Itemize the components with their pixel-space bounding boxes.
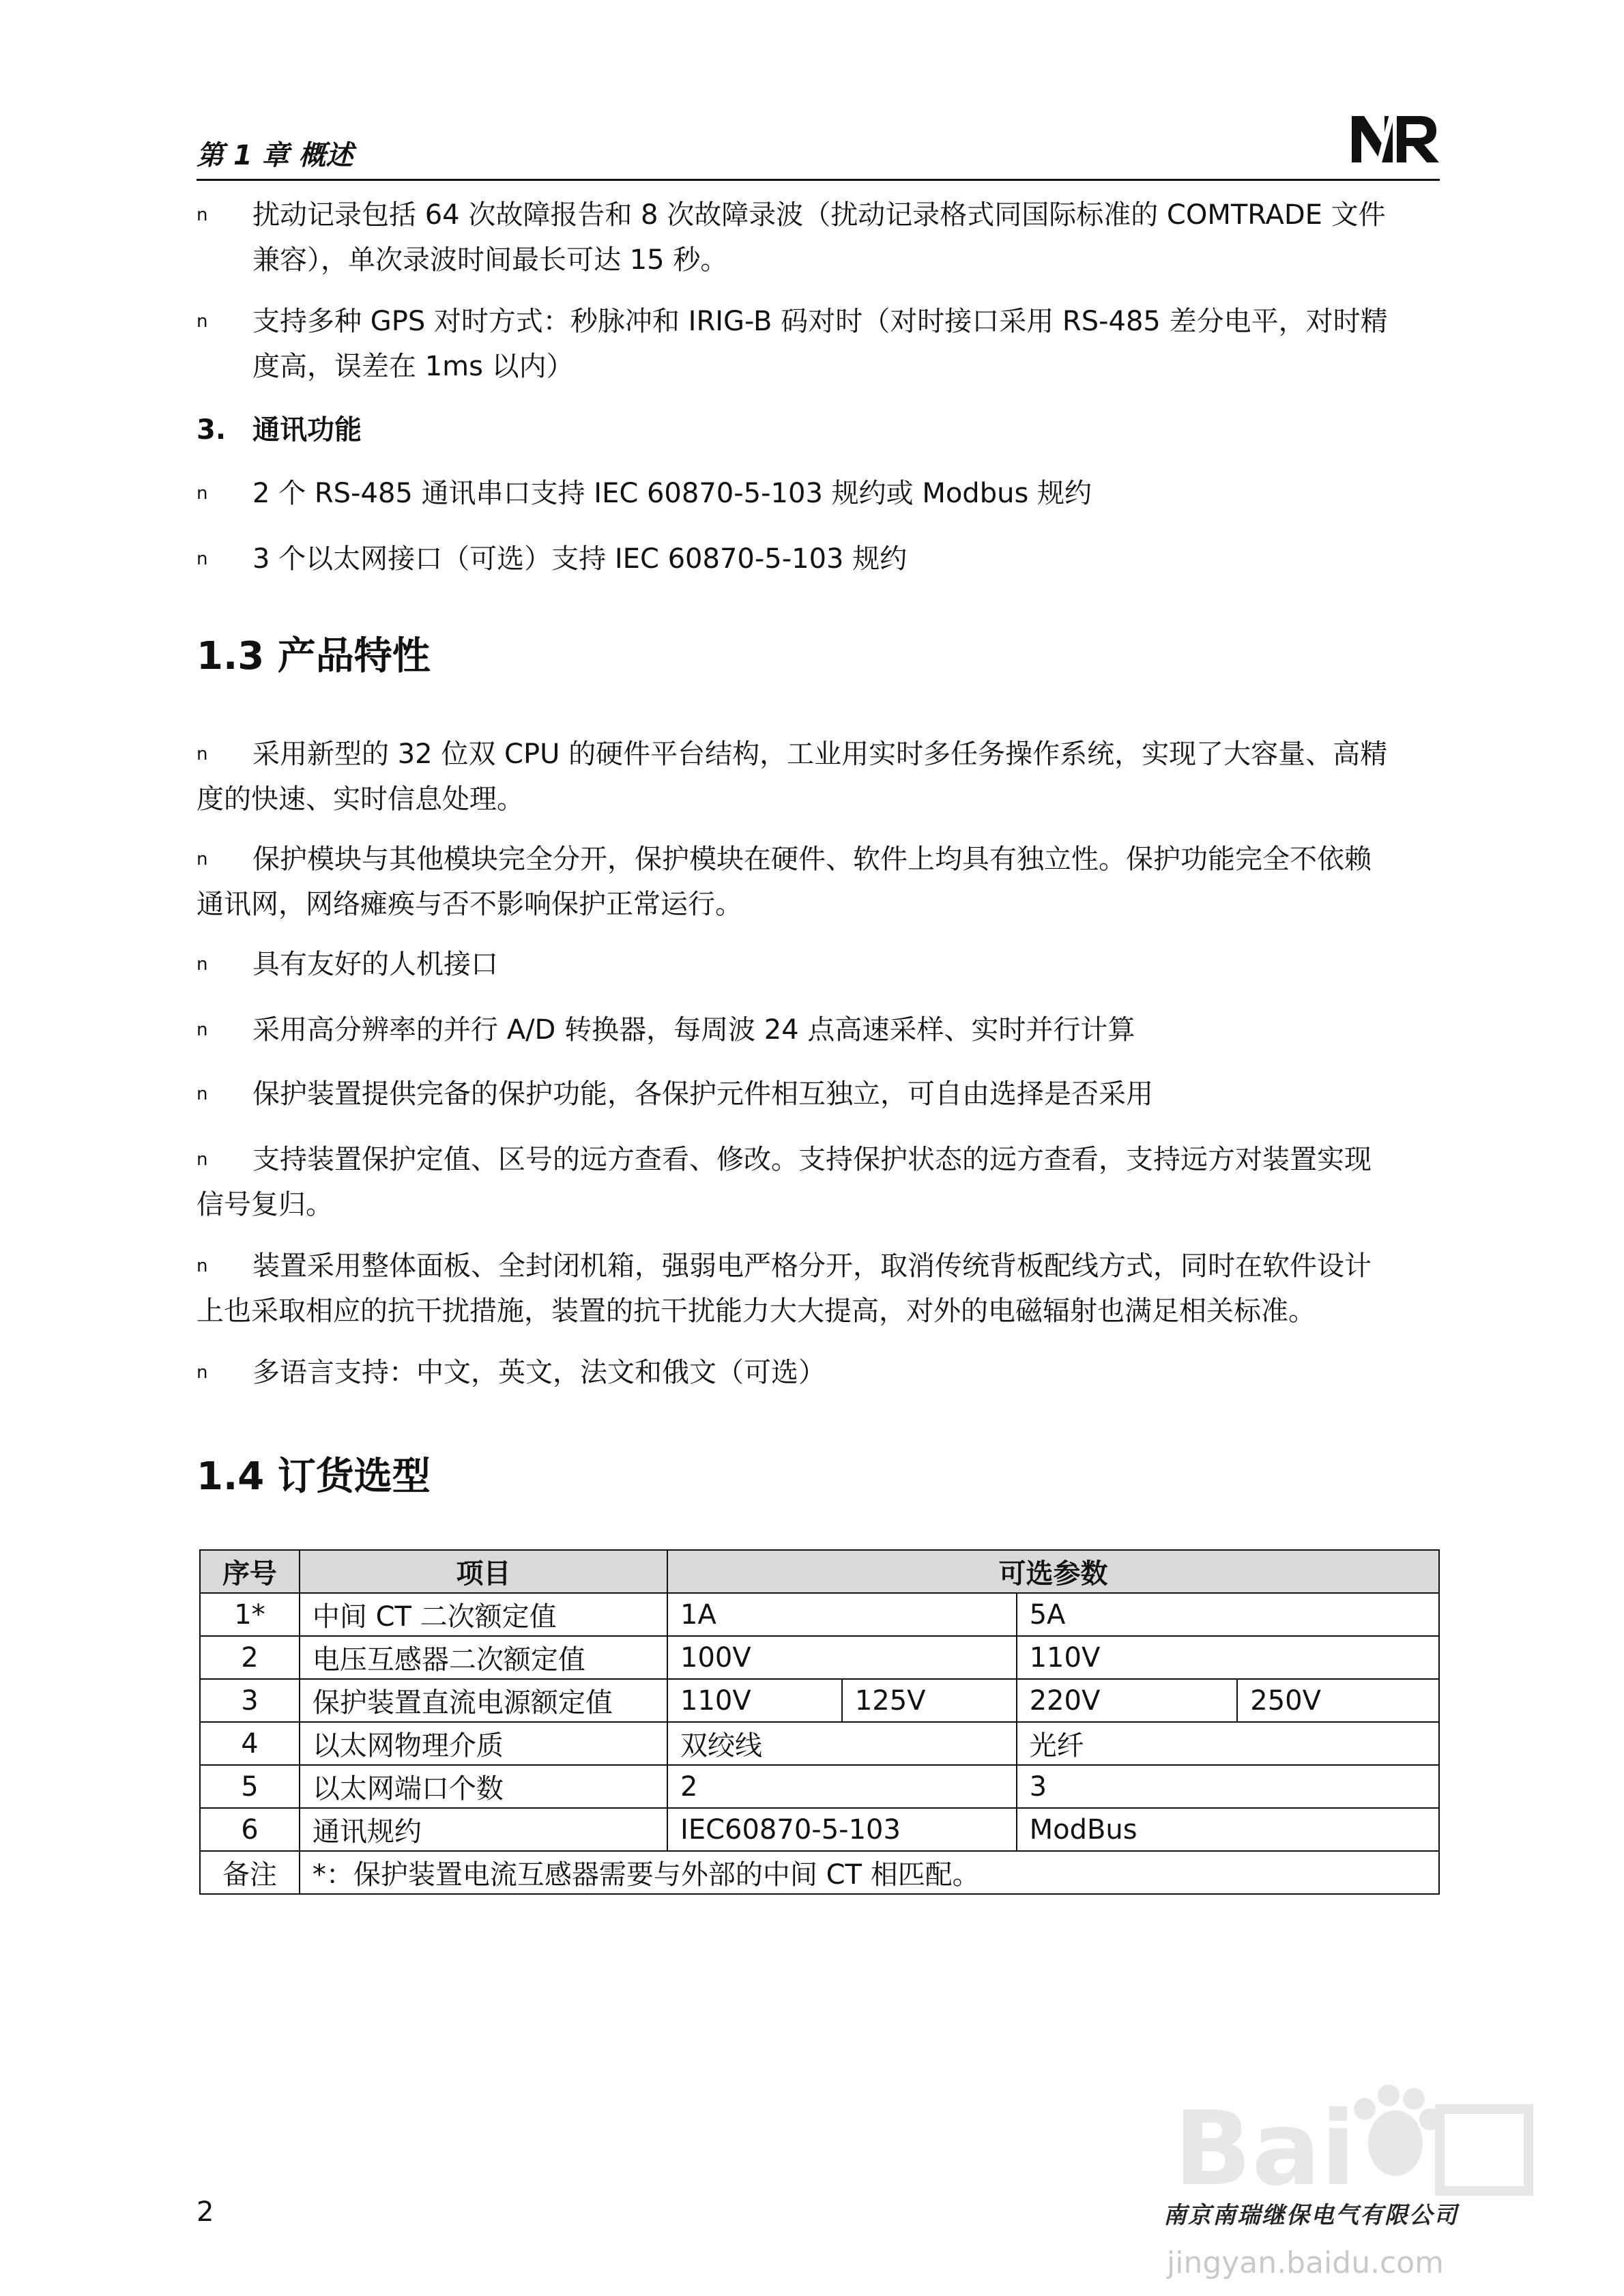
line: 保护模块与其他模块完全分开，保护模块在硬件、软件上均具有独立性。保护功能完全不依赖 — [252, 844, 1372, 875]
line: 度高，误差在 1ms 以内） — [252, 351, 574, 382]
cell-option-a: 双绞线 — [667, 1722, 1017, 1765]
table-row — [200, 1636, 1439, 1679]
line: 支持装置保护定值、区号的远方查看、修改。支持保护状态的远方查看，支持远方对装置实现 — [252, 1144, 1372, 1175]
line: 度的快速、实时信息处理。 — [197, 784, 524, 815]
feature-para-5: 保护装置提供完备的保护功能，各保护元件相互独立，可自由选择是否采用 — [252, 1078, 1153, 1110]
table-row — [200, 1593, 1439, 1636]
cell-option-a: IEC60870-5-103 — [667, 1808, 1017, 1851]
cell-option-1: 110V — [667, 1679, 842, 1722]
intro-bullet-2 — [252, 299, 1440, 389]
cell-no: 5 — [200, 1765, 300, 1808]
comm-item-2: 3 个以太网接口（可选）支持 IEC 60870-5-103 规约 — [252, 543, 908, 575]
table-row — [200, 1679, 1439, 1722]
bullet-marker: n — [197, 954, 208, 975]
line: 支持多种 GPS 对时方式：秒脉冲和 IRIG-B 码对时（对时接口采用 RS-485 差分电平，对时精 — [252, 306, 1388, 337]
cell-no: 4 — [200, 1722, 300, 1765]
table-note-row — [200, 1851, 1439, 1894]
bullet-marker: n — [197, 549, 208, 569]
cell-item: 电压互感器二次额定值 — [300, 1636, 667, 1679]
header-params: 可选参数 — [667, 1550, 1439, 1593]
feature-para-1 — [197, 732, 1440, 822]
line: 装置采用整体面板、全封闭机箱，强弱电严格分开，取消传统背板配线方式，同时在软件设计 — [252, 1250, 1372, 1282]
header-item: 项目 — [300, 1550, 667, 1593]
cell-no: 6 — [200, 1808, 300, 1851]
line: 采用新型的 32 位双 CPU 的硬件平台结构，工业用实时多任务操作系统，实现了大容量、高精 — [252, 738, 1388, 770]
feature-para-4: 采用高分辨率的并行 A/D 转换器，每周波 24 点高速采样、实时并行计算 — [252, 1014, 1135, 1046]
comm-title: 通讯功能 — [252, 414, 362, 446]
line: 通讯网，网络瘫痪与否不影响保护正常运行。 — [197, 889, 742, 920]
line: 信号复归。 — [197, 1189, 333, 1220]
bullet-marker: n — [197, 483, 208, 504]
cell-option-3: 220V — [1017, 1679, 1238, 1722]
table-header-row — [200, 1550, 1439, 1593]
intro-bullet-1 — [252, 192, 1440, 283]
section-heading-1-3: 1.3 产品特性 — [197, 634, 431, 678]
cell-no: 1* — [200, 1593, 300, 1636]
cell-option-b: 5A — [1017, 1593, 1439, 1636]
cell-option-b: 110V — [1017, 1636, 1439, 1679]
bullet-marker: n — [197, 1362, 208, 1383]
line: 扰动记录包括 64 次故障报告和 8 次故障录波（扰动记录格式同国际标准的 COMTRADE 文件 — [252, 199, 1386, 231]
bullet-marker: n — [197, 849, 208, 870]
cell-option-a: 2 — [667, 1765, 1017, 1808]
table-row — [200, 1808, 1439, 1851]
cell-item: 以太网端口个数 — [300, 1765, 667, 1808]
cell-option-b: 光纤 — [1017, 1722, 1439, 1765]
chapter-title: 第 1 章 概述 — [197, 140, 353, 171]
bullet-marker: n — [197, 1149, 208, 1170]
bullet-marker: n — [197, 1084, 208, 1104]
page-number: 2 — [197, 2196, 214, 2228]
bullet-marker: n — [197, 744, 208, 764]
cell-item: 保护装置直流电源额定值 — [300, 1679, 667, 1722]
section-heading-1-4: 1.4 订货选型 — [197, 1454, 431, 1499]
cell-option-a: 100V — [667, 1636, 1017, 1679]
bullet-marker: n — [197, 1020, 208, 1040]
svg-text:Bai: Bai — [1174, 2090, 1356, 2209]
cell-option-a: 1A — [667, 1593, 1017, 1636]
feature-para-8: 多语言支持：中文，英文，法文和俄文（可选） — [252, 1357, 826, 1388]
bullet-marker: n — [197, 311, 208, 332]
cell-item: 以太网物理介质 — [300, 1722, 667, 1765]
watermark-url: jingyan.baidu.com — [1167, 2245, 1445, 2280]
feature-para-7 — [197, 1244, 1440, 1334]
header-rule — [197, 179, 1440, 181]
cell-no: 2 — [200, 1636, 300, 1679]
note-label: 备注 — [200, 1851, 300, 1894]
bullet-marker: n — [197, 205, 208, 225]
company-name: 南京南瑞继保电气有限公司 — [1163, 2202, 1458, 2229]
cell-option-2: 125V — [842, 1679, 1017, 1722]
cell-option-4: 250V — [1237, 1679, 1439, 1722]
feature-para-6 — [197, 1137, 1440, 1227]
ordering-table — [199, 1549, 1440, 1895]
cell-no: 3 — [200, 1679, 300, 1722]
note-text: *：保护装置电流互感器需要与外部的中间 CT 相匹配。 — [300, 1851, 1439, 1894]
section-number: 3. — [197, 414, 227, 446]
comm-item-1: 2 个 RS-485 通讯串口支持 IEC 60870-5-103 规约或 Modbus 规约 — [252, 478, 1092, 509]
nr-logo — [1348, 109, 1443, 168]
cell-item: 中间 CT 二次额定值 — [300, 1593, 667, 1636]
cell-item: 通讯规约 — [300, 1808, 667, 1851]
feature-para-3: 具有友好的人机接口 — [252, 949, 498, 980]
line: 兼容），单次录波时间最长可达 15 秒。 — [252, 244, 728, 276]
cell-option-b: 3 — [1017, 1765, 1439, 1808]
feature-para-2 — [197, 837, 1440, 927]
table-row — [200, 1765, 1439, 1808]
cell-option-b: ModBus — [1017, 1808, 1439, 1851]
header-no: 序号 — [200, 1550, 300, 1593]
table-row — [200, 1722, 1439, 1765]
bullet-marker: n — [197, 1256, 208, 1276]
line: 上也采取相应的抗干扰措施，装置的抗干扰能力大大提高，对外的电磁辐射也满足相关标准。 — [197, 1295, 1316, 1327]
